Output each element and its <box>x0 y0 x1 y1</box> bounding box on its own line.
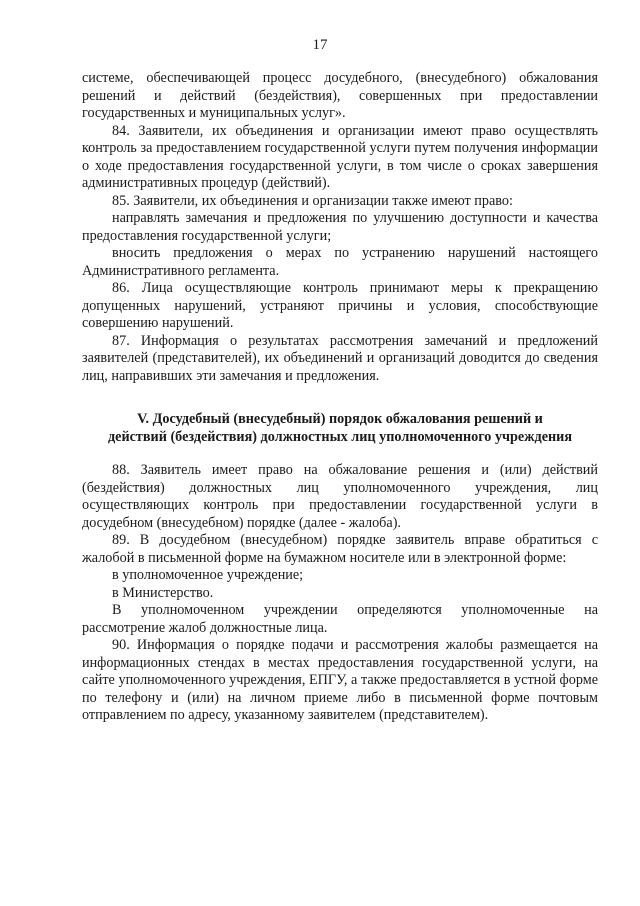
page-number: 17 <box>312 37 328 53</box>
paragraph: 88. Заявитель имеет право на обжалование решения и (или) действий (бездействия) должностных лиц уполномоченного учреждения, лиц осуществляющих контроль при предоставлении государственной услуги в досудебном (внесудебном) порядке (далее - жалоба). <box>82 462 598 531</box>
bottom-text-block <box>82 462 598 725</box>
paragraph: 87. Информация о результатах рассмотрения замечаний и предложений заявителей (представителей), их объединений и организаций доводится до сведения лиц, направивших эти замечания и предложения. <box>82 332 598 384</box>
paragraph: направлять замечания и предложения по улучшению доступности и качества предоставления государственной услуги; <box>82 210 598 244</box>
paragraph: 85. Заявители, их объединения и организации также имеют право: <box>112 192 513 209</box>
paragraph: вносить предложения о мерах по устранению нарушений настоящего Административного регламента. <box>82 245 598 279</box>
section-heading-line: V. Досудебный (внесудебный) порядок обжалования решений и <box>137 411 543 427</box>
paragraph: системе, обеспечивающей процесс досудебного, (внесудебного) обжалования решений и действий (бездействия), совершенных при предоставлении государственных и муниципальных услуг». <box>82 70 598 121</box>
paragraph: 89. В досудебном (внесудебном) порядке заявитель вправе обратиться с жалобой в письменной форме на бумажном носителе или в электронной форме: <box>82 532 598 566</box>
section-heading <box>82 410 598 446</box>
paragraph: 86. Лица осуществляющие контроль принимают меры к прекращению допущенных нарушений, устраняют причины и условия, способствующие совершению нарушений. <box>82 280 598 331</box>
paragraph: 84. Заявители, их объединения и организации имеют право осуществлять контроль за предоставлением государственной услуги путем получения информации о ходе предоставления государственной услуги, в том числе о сроках завершения административных процедур (действий). <box>82 122 598 191</box>
top-text-block <box>82 70 598 385</box>
paragraph: В уполномоченном учреждении определяются уполномоченные на рассмотрение жалоб должностные лица. <box>82 602 598 636</box>
section-heading-line: действий (бездействия) должностных лиц уполномоченного учреждения <box>107 429 573 445</box>
paragraph: в уполномоченное учреждение; <box>112 567 304 583</box>
paragraph: 90. Информация о порядке подачи и рассмотрения жалобы размещается на информационных стендах в местах предоставления государственной услуги, на сайте уполномоченного учреждения, ЕПГУ, а также предоставляется в устной форме по телефону и (или) на личном приеме либо в письменной форме почтовым отправлением по адресу, указанному заявителем (представителем). <box>82 637 598 723</box>
paragraph: в Министерство. <box>112 584 214 601</box>
